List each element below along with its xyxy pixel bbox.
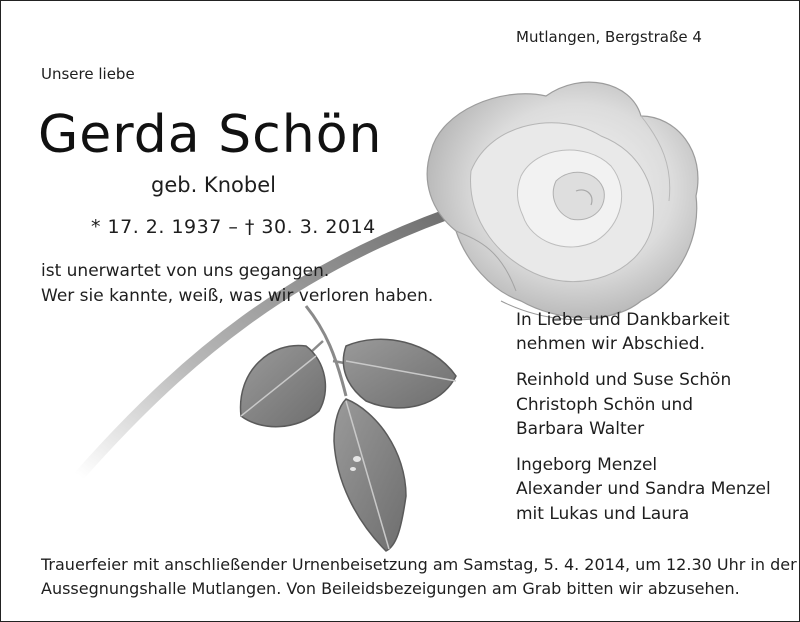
mourner-line: Barbara Walter (516, 419, 645, 439)
deceased-name: Gerda Schön (38, 105, 383, 165)
mourner-line: Alexander und Sandra Menzel (516, 479, 771, 499)
intro-text: Unsere liebe (41, 65, 135, 83)
maiden-name: geb. Knobel (151, 173, 276, 197)
rose-bloom (427, 82, 698, 320)
mourner-line: Ingeborg Menzel (516, 455, 658, 475)
message-line-2: Wer sie kannte, weiß, was wir verloren haben. (41, 286, 434, 306)
mourner-line: Christoph Schön und (516, 395, 694, 415)
address: Mutlangen, Bergstraße 4 (516, 28, 702, 46)
rose-leaf-right (343, 339, 456, 408)
life-dates: * 17. 2. 1937 – † 30. 3. 2014 (91, 216, 376, 238)
farewell-line-2: nehmen wir Abschied. (516, 334, 706, 354)
funeral-notice-line-2: Aussegnungshalle Mutlangen. Von Beileidsbezeigungen am Grab bitten wir abzusehen. (41, 579, 740, 598)
rose-stem (79, 206, 471, 476)
rose-leaf-left (241, 345, 326, 426)
mourner-line: Reinhold und Suse Schön (516, 370, 732, 390)
funeral-notice-line-1: Trauerfeier mit anschließender Urnenbeisetzung am Samstag, 5. 4. 2014, um 12.30 Uhr in der (41, 555, 797, 574)
rose-leaf-bottom (334, 399, 406, 551)
message-line-1: ist unerwartet von uns gegangen. (41, 261, 330, 281)
farewell-line-1: In Liebe und Dankbarkeit (516, 310, 730, 330)
mourner-line: mit Lukas und Laura (516, 504, 690, 524)
